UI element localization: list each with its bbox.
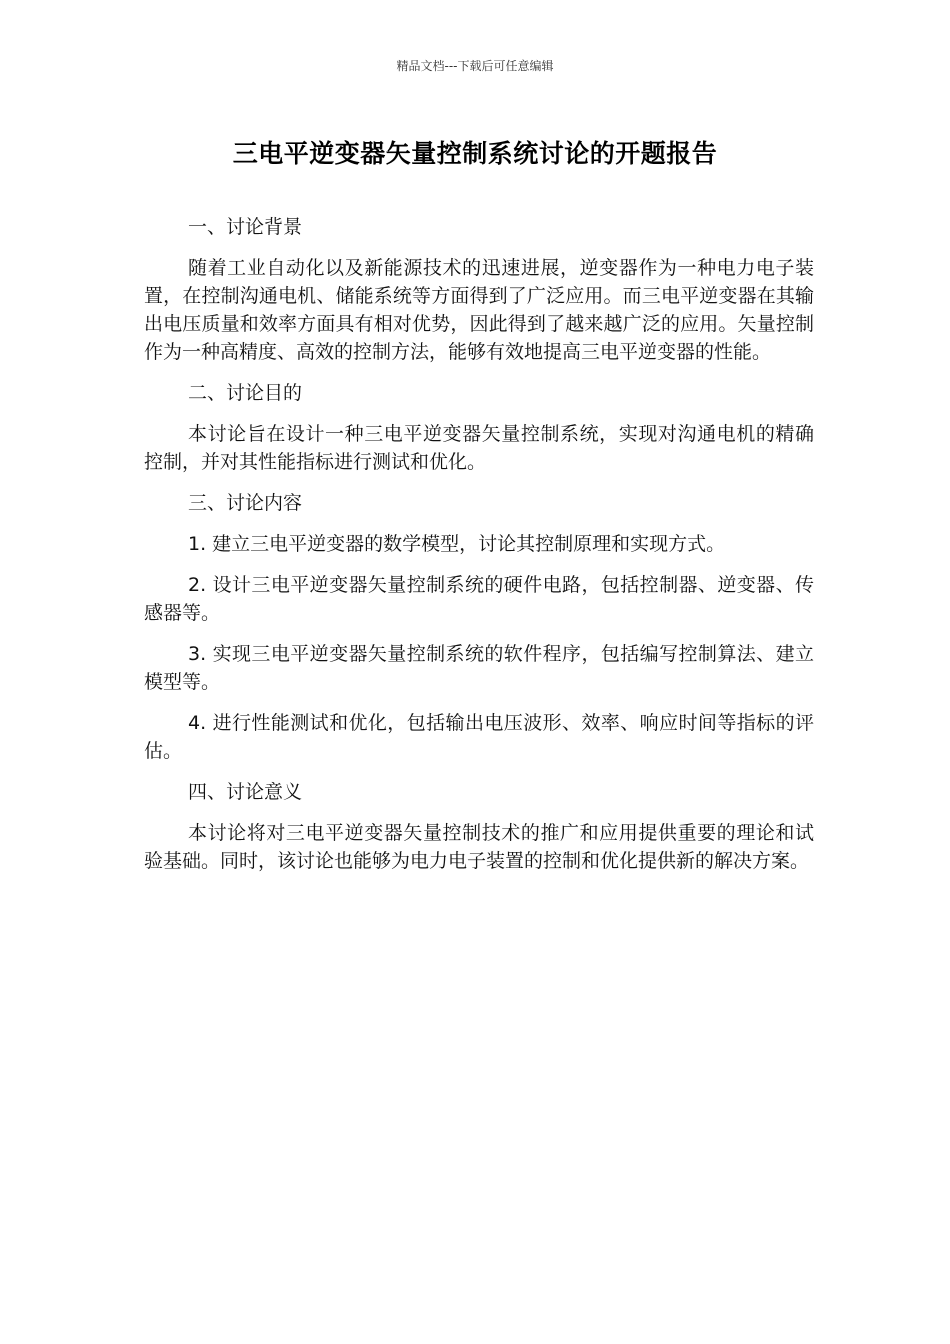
paragraph-purpose: 本讨论旨在设计一种三电平逆变器矢量控制系统，实现对沟通电机的精确控制，并对其性能指标进行测试和优化。 <box>144 423 814 473</box>
section-heading-purpose: 二、讨论目的 <box>188 382 303 404</box>
list-item-content-2: 2. 设计三电平逆变器矢量控制系统的硬件电路，包括控制器、逆变器、传感器等。 <box>144 574 814 624</box>
page-header: 精品文档---下载后可任意编辑 <box>396 59 554 73</box>
list-item-content-1: 1. 建立三电平逆变器的数学模型，讨论其控制原理和实现方式。 <box>188 533 726 555</box>
document-title: 三电平逆变器矢量控制系统讨论的开题报告 <box>232 139 718 168</box>
document-body <box>144 213 814 888</box>
paragraph-significance: 本讨论将对三电平逆变器矢量控制技术的推广和应用提供重要的理论和试验基础。同时，该讨论也能够为电力电子装置的控制和优化提供新的解决方案。 <box>144 822 814 872</box>
section-heading-content: 三、讨论内容 <box>188 492 303 514</box>
paragraph-background: 随着工业自动化以及新能源技术的迅速进展，逆变器作为一种电力电子装置，在控制沟通电机、储能系统等方面得到了广泛应用。而三电平逆变器在其输出电压质量和效率方面具有相对优势，因此得到了越来越广泛的应用。矢量控制作为一种高精度、高效的控制方法，能够有效地提高三电平逆变器的性能。 <box>144 257 814 363</box>
list-item-content-3: 3. 实现三电平逆变器矢量控制系统的软件程序，包括编写控制算法、建立模型等。 <box>144 643 814 693</box>
list-item-content-4: 4. 进行性能测试和优化，包括输出电压波形、效率、响应时间等指标的评估。 <box>144 712 814 762</box>
section-heading-background: 一、讨论背景 <box>188 216 303 238</box>
section-heading-significance: 四、讨论意义 <box>188 781 303 803</box>
